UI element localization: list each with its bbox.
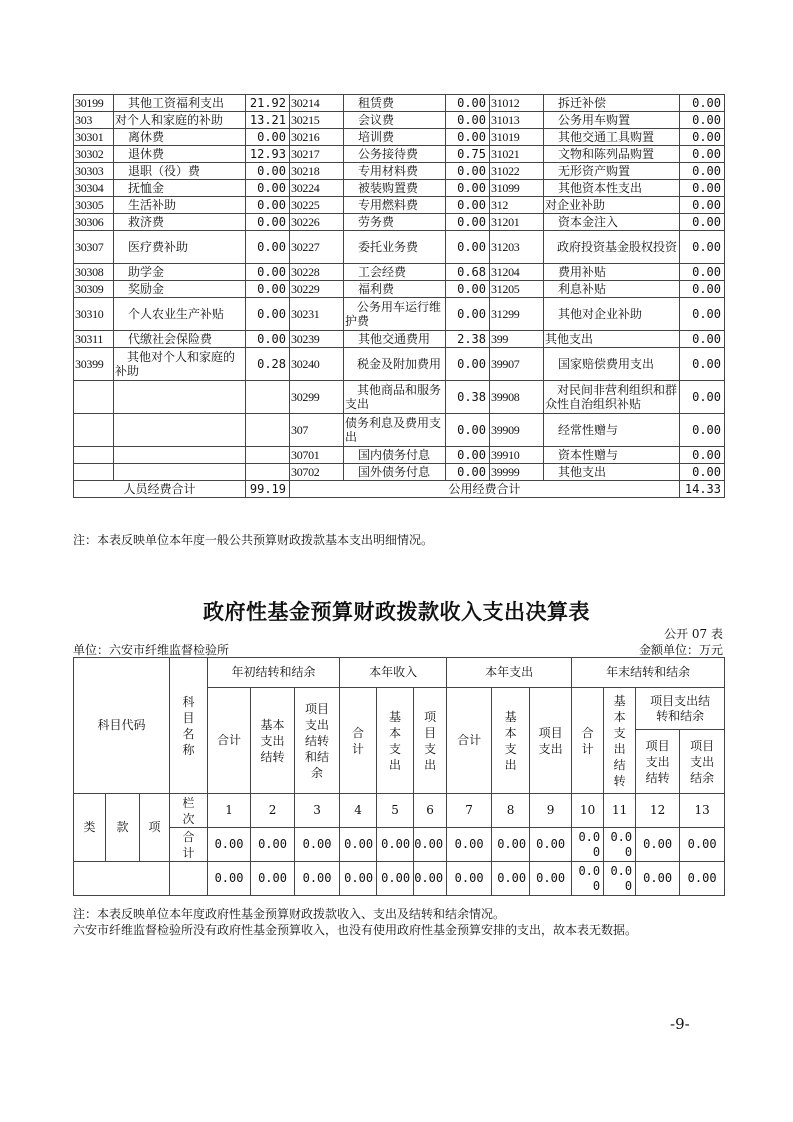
personnel-total-label: 人员经费合计 bbox=[74, 481, 246, 498]
name-cell: 费用补贴 bbox=[544, 264, 680, 281]
code-cell: 30304 bbox=[74, 180, 114, 197]
kuan-header: 款 bbox=[106, 794, 140, 862]
code-cell: 30199 bbox=[74, 95, 114, 112]
name-cell: 医疗费补助 bbox=[114, 231, 246, 264]
code-cell: 39907 bbox=[490, 348, 544, 381]
code-cell: 307 bbox=[290, 414, 344, 447]
value-cell: 0.00 bbox=[680, 197, 725, 214]
value-cell: 0.00 bbox=[446, 414, 490, 447]
value-cell: 0.00 bbox=[295, 862, 340, 896]
table-row bbox=[74, 447, 725, 464]
name-cell: 其他支出 bbox=[544, 464, 680, 481]
public-total-label: 公用经费合计 bbox=[290, 481, 680, 498]
table-row bbox=[74, 163, 725, 180]
value-cell: 0.00 bbox=[340, 862, 377, 896]
page-title: 政府性基金预算财政拨款收入支出决算表 bbox=[203, 600, 590, 624]
lei-header: 类 bbox=[74, 794, 106, 862]
value-cell: 0.00 bbox=[636, 862, 680, 896]
name-cell: 被装购置费 bbox=[344, 180, 446, 197]
end-project-group-header: 项目支出结转和结余 bbox=[636, 688, 725, 730]
code-cell bbox=[74, 447, 114, 464]
code-cell: 30227 bbox=[290, 231, 344, 264]
value-cell: 0.00 bbox=[447, 828, 492, 862]
value-cell: 0.00 bbox=[446, 298, 490, 331]
value-cell: 0.00 bbox=[680, 348, 725, 381]
value-cell: 0.00 bbox=[680, 862, 725, 896]
totals-row bbox=[74, 481, 725, 498]
begin-basic-header: 基本支出结转 bbox=[251, 688, 295, 794]
col-no: 3 bbox=[295, 794, 340, 828]
code-cell: 30216 bbox=[290, 129, 344, 146]
name-cell: 个人农业生产补贴 bbox=[114, 298, 246, 331]
value-cell: 0.00 bbox=[446, 214, 490, 231]
value-cell: 0.00 bbox=[246, 214, 290, 231]
code-cell bbox=[74, 414, 114, 447]
name-cell: 助学金 bbox=[114, 264, 246, 281]
col-no: 12 bbox=[636, 794, 680, 828]
name-cell: 经常性赠与 bbox=[544, 414, 680, 447]
begin-balance-header: 年初结转和结余 bbox=[208, 658, 340, 688]
table-row bbox=[74, 214, 725, 231]
name-cell: 生活补助 bbox=[114, 197, 246, 214]
subject-name-header: 科目名称 bbox=[170, 658, 208, 794]
expense-header: 本年支出 bbox=[447, 658, 572, 688]
name-cell: 抚恤金 bbox=[114, 180, 246, 197]
value-cell: 0.00 bbox=[246, 264, 290, 281]
name-cell: 代缴社会保险费 bbox=[114, 331, 246, 348]
name-cell: 其他对个人和家庭的补助 bbox=[114, 348, 246, 381]
name-cell: 专用燃料费 bbox=[344, 197, 446, 214]
table2-no-data-note: 六安市纤维监督检验所没有政府性基金预算收入，也没有使用政府性基金预算安排的支出，故本表无数据。 bbox=[73, 923, 638, 937]
table-row bbox=[74, 464, 725, 481]
code-cell: 30301 bbox=[74, 129, 114, 146]
value-cell bbox=[246, 447, 290, 464]
code-cell: 31204 bbox=[490, 264, 544, 281]
value-cell: 0.00 bbox=[446, 231, 490, 264]
value-cell: 0.00 bbox=[680, 163, 725, 180]
table-row bbox=[74, 180, 725, 197]
code-cell: 303 bbox=[74, 112, 114, 129]
begin-total-header: 合计 bbox=[208, 688, 251, 794]
code-cell: 31019 bbox=[490, 129, 544, 146]
value-cell: 0.00 bbox=[414, 828, 447, 862]
data-row bbox=[74, 862, 725, 896]
col-no: 13 bbox=[680, 794, 725, 828]
value-cell: 0.00 bbox=[446, 95, 490, 112]
code-cell: 30309 bbox=[74, 281, 114, 298]
public-total-value: 14.33 bbox=[680, 481, 725, 498]
name-cell: 国外债务付息 bbox=[344, 464, 446, 481]
personnel-total-value: 99.19 bbox=[246, 481, 290, 498]
value-cell: 0.00 bbox=[446, 464, 490, 481]
basic-expenditure-detail-table bbox=[73, 94, 725, 498]
code-cell: 39999 bbox=[490, 464, 544, 481]
code-cell: 30225 bbox=[290, 197, 344, 214]
col-no: 7 bbox=[447, 794, 492, 828]
table1-note: 注：本表反映单位本年度一般公共预算财政拨款基本支出明细情况。 bbox=[73, 533, 434, 547]
code-cell: 30399 bbox=[74, 348, 114, 381]
value-cell: 0.00 bbox=[680, 828, 725, 862]
name-cell bbox=[114, 464, 246, 481]
table-row bbox=[74, 112, 725, 129]
col-no: 9 bbox=[530, 794, 572, 828]
table-row bbox=[74, 348, 725, 381]
value-cell: 0.00 bbox=[295, 828, 340, 862]
value-cell: 0.00 bbox=[246, 281, 290, 298]
income-header: 本年收入 bbox=[340, 658, 447, 688]
value-cell: 0.00 bbox=[251, 828, 295, 862]
value-cell: 0.00 bbox=[340, 828, 377, 862]
income-total-header: 合计 bbox=[340, 688, 377, 794]
value-cell: 0.00 bbox=[446, 180, 490, 197]
code-cell: 31299 bbox=[490, 298, 544, 331]
value-cell: 0.00 bbox=[446, 281, 490, 298]
name-cell: 福利费 bbox=[344, 281, 446, 298]
table-row bbox=[74, 298, 725, 331]
value-cell: 0.00 bbox=[208, 828, 251, 862]
value-cell: 0.00 bbox=[251, 862, 295, 896]
name-cell bbox=[114, 381, 246, 414]
code-cell: 31022 bbox=[490, 163, 544, 180]
value-cell: 0.00 bbox=[680, 381, 725, 414]
name-cell: 国家赔偿费用支出 bbox=[544, 348, 680, 381]
value-cell: 0.00 bbox=[246, 129, 290, 146]
code-cell: 31012 bbox=[490, 95, 544, 112]
value-cell: 0.00 bbox=[680, 95, 725, 112]
form-number: 公开 07 表 bbox=[664, 627, 723, 641]
code-cell: 30239 bbox=[290, 331, 344, 348]
name-cell: 奖励金 bbox=[114, 281, 246, 298]
name-cell: 委托业务费 bbox=[344, 231, 446, 264]
code-cell: 30218 bbox=[290, 163, 344, 180]
column-number-row bbox=[74, 794, 725, 828]
table-row bbox=[74, 331, 725, 348]
value-cell: 0.00 bbox=[680, 414, 725, 447]
value-cell: 0.00 bbox=[246, 163, 290, 180]
value-cell: 0.00 bbox=[680, 214, 725, 231]
value-cell: 0.00 bbox=[414, 862, 447, 896]
code-cell: 31021 bbox=[490, 146, 544, 163]
code-cell: 39908 bbox=[490, 381, 544, 414]
value-cell: 12.93 bbox=[246, 146, 290, 163]
value-cell: 0.00 bbox=[572, 828, 604, 862]
table-row bbox=[74, 264, 725, 281]
code-cell: 30310 bbox=[74, 298, 114, 331]
name-cell: 对民间非营利组织和群众性自治组织补贴 bbox=[544, 381, 680, 414]
code-cell: 30226 bbox=[290, 214, 344, 231]
code-cell: 30305 bbox=[74, 197, 114, 214]
value-cell: 0.00 bbox=[208, 862, 251, 896]
value-cell bbox=[246, 414, 290, 447]
code-cell: 30306 bbox=[74, 214, 114, 231]
value-cell: 0.00 bbox=[680, 331, 725, 348]
code-cell: 30214 bbox=[290, 95, 344, 112]
code-cell: 39909 bbox=[490, 414, 544, 447]
col-no: 5 bbox=[377, 794, 414, 828]
end-basic-header: 基本支出结转 bbox=[604, 688, 636, 794]
name-cell: 退休费 bbox=[114, 146, 246, 163]
value-cell: 0.00 bbox=[680, 281, 725, 298]
name-cell: 退职（役）费 bbox=[114, 163, 246, 180]
code-cell: 399 bbox=[490, 331, 544, 348]
header-row-1 bbox=[74, 658, 725, 688]
value-cell: 0.00 bbox=[246, 298, 290, 331]
code-cell: 30229 bbox=[290, 281, 344, 298]
end-project-carry-header: 项目支出结转 bbox=[636, 730, 680, 794]
name-cell: 对个人和家庭的补助 bbox=[114, 112, 246, 129]
value-cell: 0.00 bbox=[530, 828, 572, 862]
value-cell: 0.00 bbox=[680, 231, 725, 264]
code-cell: 39910 bbox=[490, 447, 544, 464]
table-row bbox=[74, 95, 725, 112]
code-cell: 312 bbox=[490, 197, 544, 214]
value-cell: 2.38 bbox=[446, 331, 490, 348]
name-cell: 劳务费 bbox=[344, 214, 446, 231]
name-cell: 工会经费 bbox=[344, 264, 446, 281]
code-cell: 30228 bbox=[290, 264, 344, 281]
value-cell bbox=[246, 381, 290, 414]
code-cell: 30308 bbox=[74, 264, 114, 281]
code-cell: 30215 bbox=[290, 112, 344, 129]
code-cell: 30303 bbox=[74, 163, 114, 180]
money-unit-label: 金额单位：万元 bbox=[638, 643, 723, 657]
name-cell: 其他交通工具购置 bbox=[544, 129, 680, 146]
value-cell: 0.28 bbox=[246, 348, 290, 381]
value-cell: 0.00 bbox=[246, 197, 290, 214]
code-cell: 30299 bbox=[290, 381, 344, 414]
col-no: 1 bbox=[208, 794, 251, 828]
name-cell: 专用材料费 bbox=[344, 163, 446, 180]
value-cell bbox=[246, 464, 290, 481]
name-cell: 其他支出 bbox=[544, 331, 680, 348]
value-cell: 0.00 bbox=[680, 298, 725, 331]
value-cell: 0.00 bbox=[446, 112, 490, 129]
name-cell: 对企业补助 bbox=[544, 197, 680, 214]
table-row bbox=[74, 381, 725, 414]
column-no-label: 栏次 bbox=[170, 794, 208, 828]
name-cell: 债务利息及费用支出 bbox=[344, 414, 446, 447]
code-cell: 31205 bbox=[490, 281, 544, 298]
value-cell: 0.00 bbox=[680, 264, 725, 281]
value-cell: 0.00 bbox=[492, 828, 530, 862]
sum-label: 合计 bbox=[170, 828, 208, 862]
value-cell: 0.38 bbox=[446, 381, 490, 414]
col-no: 2 bbox=[251, 794, 295, 828]
value-cell: 0.75 bbox=[446, 146, 490, 163]
name-cell: 政府投资基金股权投资 bbox=[544, 231, 680, 264]
table-row bbox=[74, 414, 725, 447]
name-cell: 救济费 bbox=[114, 214, 246, 231]
value-cell: 0.00 bbox=[680, 447, 725, 464]
value-cell: 0.68 bbox=[446, 264, 490, 281]
value-cell: 0.00 bbox=[447, 862, 492, 896]
expense-project-header: 项目支出 bbox=[530, 688, 572, 794]
end-total-header: 合计 bbox=[572, 688, 604, 794]
value-cell: 0.00 bbox=[446, 197, 490, 214]
table-row bbox=[74, 146, 725, 163]
col-no: 8 bbox=[492, 794, 530, 828]
table-row bbox=[74, 231, 725, 264]
value-cell: 0.00 bbox=[680, 464, 725, 481]
name-cell: 资本性赠与 bbox=[544, 447, 680, 464]
xiang-header: 项 bbox=[140, 794, 170, 862]
value-cell: 0.00 bbox=[446, 348, 490, 381]
value-cell: 0.00 bbox=[680, 146, 725, 163]
col-no: 4 bbox=[340, 794, 377, 828]
name-cell: 无形资产购置 bbox=[544, 163, 680, 180]
name-cell: 离休费 bbox=[114, 129, 246, 146]
name-cell: 会议费 bbox=[344, 112, 446, 129]
end-balance-header: 年末结转和结余 bbox=[572, 658, 725, 688]
table-row bbox=[74, 197, 725, 214]
code-cell: 30240 bbox=[290, 348, 344, 381]
code-cell: 31099 bbox=[490, 180, 544, 197]
code-cell: 30224 bbox=[290, 180, 344, 197]
page-number: -9- bbox=[670, 1015, 690, 1033]
value-cell: 0.00 bbox=[680, 180, 725, 197]
code-cell: 30307 bbox=[74, 231, 114, 264]
code-cell: 30702 bbox=[290, 464, 344, 481]
name-cell: 公务用车购置 bbox=[544, 112, 680, 129]
code-cell: 30231 bbox=[290, 298, 344, 331]
value-cell: 0.00 bbox=[377, 828, 414, 862]
empty-name-cell bbox=[170, 862, 208, 896]
value-cell: 0.00 bbox=[446, 129, 490, 146]
name-cell: 拆迁补偿 bbox=[544, 95, 680, 112]
value-cell: 13.21 bbox=[246, 112, 290, 129]
name-cell: 公务用车运行维护费 bbox=[344, 298, 446, 331]
name-cell bbox=[114, 447, 246, 464]
value-cell: 0.00 bbox=[492, 862, 530, 896]
government-fund-budget-table bbox=[73, 657, 725, 896]
income-project-header: 项目支出 bbox=[414, 688, 447, 794]
name-cell: 文物和陈列品购置 bbox=[544, 146, 680, 163]
name-cell: 其他对企业补助 bbox=[544, 298, 680, 331]
name-cell bbox=[114, 414, 246, 447]
code-cell: 31201 bbox=[490, 214, 544, 231]
value-cell: 0.00 bbox=[680, 112, 725, 129]
value-cell: 0.00 bbox=[572, 862, 604, 896]
code-cell: 30302 bbox=[74, 146, 114, 163]
name-cell: 其他交通费用 bbox=[344, 331, 446, 348]
col-no: 6 bbox=[414, 794, 447, 828]
total-row bbox=[74, 828, 725, 862]
col-no: 10 bbox=[572, 794, 604, 828]
begin-project-header: 项目支出结转和结余 bbox=[295, 688, 340, 794]
expense-total-header: 合计 bbox=[447, 688, 492, 794]
name-cell: 资本金注入 bbox=[544, 214, 680, 231]
value-cell: 0.00 bbox=[530, 862, 572, 896]
name-cell: 培训费 bbox=[344, 129, 446, 146]
value-cell: 0.00 bbox=[246, 231, 290, 264]
name-cell: 国内债务付息 bbox=[344, 447, 446, 464]
value-cell: 0.00 bbox=[446, 163, 490, 180]
income-basic-header: 基本支出 bbox=[377, 688, 414, 794]
code-cell bbox=[74, 464, 114, 481]
code-cell: 30217 bbox=[290, 146, 344, 163]
value-cell: 0.00 bbox=[680, 129, 725, 146]
col-no: 11 bbox=[604, 794, 636, 828]
value-cell: 0.00 bbox=[246, 180, 290, 197]
value-cell: 0.00 bbox=[377, 862, 414, 896]
value-cell: 0.00 bbox=[604, 862, 636, 896]
code-cell: 30311 bbox=[74, 331, 114, 348]
value-cell: 0.00 bbox=[604, 828, 636, 862]
name-cell: 其他商品和服务支出 bbox=[344, 381, 446, 414]
subject-code-header: 科目代码 bbox=[74, 658, 170, 794]
value-cell: 0.00 bbox=[636, 828, 680, 862]
expense-basic-header: 基本支出 bbox=[492, 688, 530, 794]
code-cell: 31203 bbox=[490, 231, 544, 264]
name-cell: 利息补贴 bbox=[544, 281, 680, 298]
end-project-balance-header: 项目支出结余 bbox=[680, 730, 725, 794]
empty-code-cell bbox=[74, 862, 170, 896]
code-cell: 31013 bbox=[490, 112, 544, 129]
name-cell: 其他工资福利支出 bbox=[114, 95, 246, 112]
name-cell: 公务接待费 bbox=[344, 146, 446, 163]
table-row bbox=[74, 281, 725, 298]
value-cell: 0.00 bbox=[246, 331, 290, 348]
table2-note: 注：本表反映单位本年度政府性基金预算财政拨款收入、支出及结转和结余情况。 bbox=[73, 907, 506, 921]
code-cell: 30701 bbox=[290, 447, 344, 464]
name-cell: 其他资本性支出 bbox=[544, 180, 680, 197]
value-cell: 21.92 bbox=[246, 95, 290, 112]
name-cell: 租赁费 bbox=[344, 95, 446, 112]
value-cell: 0.00 bbox=[446, 447, 490, 464]
code-cell bbox=[74, 381, 114, 414]
name-cell: 税金及附加费用 bbox=[344, 348, 446, 381]
unit-label: 单位：六安市纤维监督检验所 bbox=[73, 643, 230, 657]
table-row bbox=[74, 129, 725, 146]
